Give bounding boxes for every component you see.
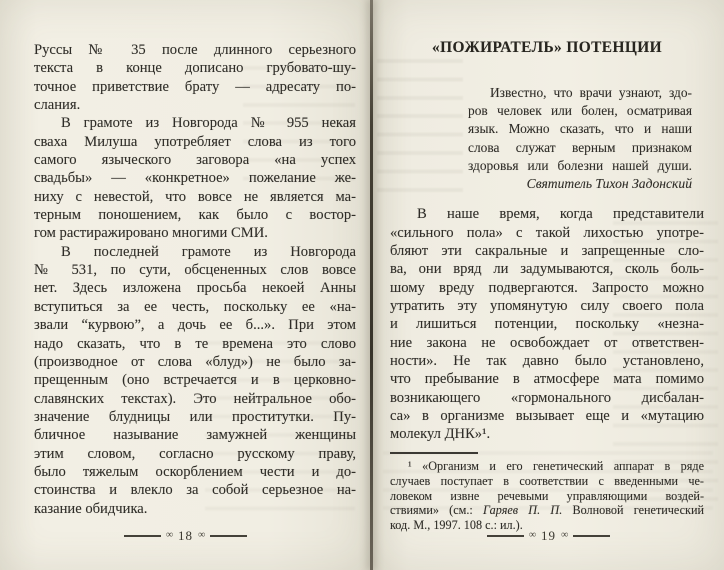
text-line: язык. Можно сказать, что и наши <box>468 121 692 137</box>
page-ornament-knob-icon: ∞ <box>561 529 569 541</box>
text-line: В последней грамоте из Новгорода <box>61 243 356 260</box>
paragraph <box>390 205 704 443</box>
text-line: № 531, по сути, обсцененных слов вовсе <box>34 262 356 279</box>
text-line: Руссы № 35 после длинного серьезного <box>34 42 356 58</box>
text-line: В грамоте из Новгорода № 955 некая <box>61 115 356 132</box>
text-line: шому вреду подвергаются. Запросто можно <box>390 279 704 296</box>
epigraph-attribution: Святитель Тихон Задонский <box>526 176 692 192</box>
text-line: значение блудницы или проститутки. Пу- <box>34 408 356 425</box>
text-line: сваха Милуша употребляет слова из того <box>34 133 356 150</box>
text-line: са» в организме вызывает еще и «мутацию <box>390 408 704 424</box>
text-line: терным поношением, как было с востор- <box>34 207 356 224</box>
text-line: надо сказать, что в те времена это слово <box>34 335 356 352</box>
paragraph <box>390 459 704 534</box>
text-line: казание обидчика. <box>34 500 148 517</box>
chapter-heading: «ПОЖИРАТЕЛЬ» ПОТЕНЦИИ <box>432 39 662 56</box>
text-line: гом растиражировано многими СМИ. <box>34 225 268 242</box>
text-line: самого языческого заговора «на успех <box>34 152 356 169</box>
text-line: Известно, что врачи узнают, здо- <box>490 85 692 100</box>
paragraph <box>34 41 356 114</box>
text-segment: ствиями» (см.: <box>390 503 484 518</box>
text-line: свадьбы» — «конкретное» пожелание же- <box>34 170 356 187</box>
text-line: ва, они вряд ли задумываются, сколь боль- <box>390 261 704 278</box>
text-line: слова служат верным признаком <box>468 139 692 155</box>
text-segment: случаев поступает в соответствии с введенными че- <box>390 473 704 488</box>
paragraph <box>34 243 356 518</box>
text-line: что пребывание в атмосфере мата помимо <box>390 371 704 388</box>
text-line: ности». Не так давно было установлено, <box>390 352 704 369</box>
text-line: прещенным (оно встречается и в церковно- <box>34 372 356 389</box>
page-ornament-line-icon <box>210 535 247 536</box>
text-line: слания. <box>34 97 81 114</box>
right-page <box>373 0 724 570</box>
text-line <box>390 474 704 489</box>
paragraph <box>34 114 356 242</box>
text-line: стоинства и влекло за собой серьезное на- <box>34 482 356 499</box>
footnote <box>390 459 704 534</box>
text-line: вступиться за ее честь, поскольку ее «на- <box>34 298 356 315</box>
epigraph-text <box>468 84 692 175</box>
right-page-body-text <box>390 205 704 443</box>
text-line: возникающего «гормонального дисбалан- <box>390 389 704 406</box>
text-line: и лишиться потенции, поскольку «незна- <box>390 316 704 333</box>
left-page-footer <box>0 528 371 544</box>
epigraph <box>468 84 692 193</box>
text-line: ров человек или болен, осматривая <box>468 103 692 119</box>
text-segment: ловеком извне речевыми управляющими воздей- <box>390 488 704 503</box>
text-line: было тяжелым оскорблением чести и до- <box>34 463 356 480</box>
page-ornament-line-icon <box>573 535 610 536</box>
text-line: ние закона не освобождает от ответствен- <box>390 334 704 351</box>
text-line: точное приветствие брату — адресату по- <box>34 78 356 95</box>
text-line <box>390 459 704 474</box>
text-line: этим словом, согласно русскому праву, <box>34 445 356 462</box>
text-line: бличное называние замужней женщины <box>34 427 356 444</box>
text-line: нет. Здесь изложена просьба некоей Анны <box>34 280 356 297</box>
text-line: утратить эту упомянутую силу своего пола <box>390 297 704 314</box>
text-line: бляют эти сакральные и запрещенные сло- <box>390 242 704 259</box>
italic-text-segment: Гаряев П. П. <box>483 503 563 518</box>
text-line: «сильного пола» с такой лихостью употре- <box>390 224 704 241</box>
text-segment: ¹ «Организм и его генетический аппарат в ряде <box>408 458 704 473</box>
text-line <box>390 489 704 504</box>
right-page-footer <box>373 528 724 544</box>
text-line: молекул ДНК»¹. <box>390 426 491 443</box>
text-line: (производное от слова «блуд») не было за- <box>34 353 356 370</box>
text-line: текста в конце дописано грубовато-шу- <box>34 60 356 77</box>
page-ornament-line-icon <box>487 535 524 536</box>
page-ornament-knob-icon: ∞ <box>528 529 536 541</box>
text-segment: код. М., 1997. 108 с.: ил.). <box>390 518 523 533</box>
footnote-rule <box>390 452 478 454</box>
right-page-content <box>390 38 704 533</box>
left-page-body-text <box>34 41 356 518</box>
page-number: 18 <box>178 528 193 543</box>
paragraph <box>468 84 692 175</box>
page-ornament-knob-icon: ∞ <box>198 529 206 541</box>
text-line: В наше время, когда представители <box>417 206 704 223</box>
text-line: звали “курвою”, а дочь ее б...». При этом <box>34 317 356 334</box>
text-line <box>390 503 704 518</box>
text-line: славянских текстах). Это нейтральное обо- <box>34 390 356 407</box>
book-gutter <box>370 0 373 570</box>
page-number: 19 <box>541 528 556 543</box>
text-line: здоровья или болезни нашей души. <box>468 157 692 173</box>
page-ornament-knob-icon: ∞ <box>165 529 173 541</box>
page-ornament-line-icon <box>124 535 161 536</box>
text-line: ниху с невестой, что вовсе не является ма- <box>34 188 356 205</box>
text-segment: Волновой генетический <box>562 503 705 518</box>
